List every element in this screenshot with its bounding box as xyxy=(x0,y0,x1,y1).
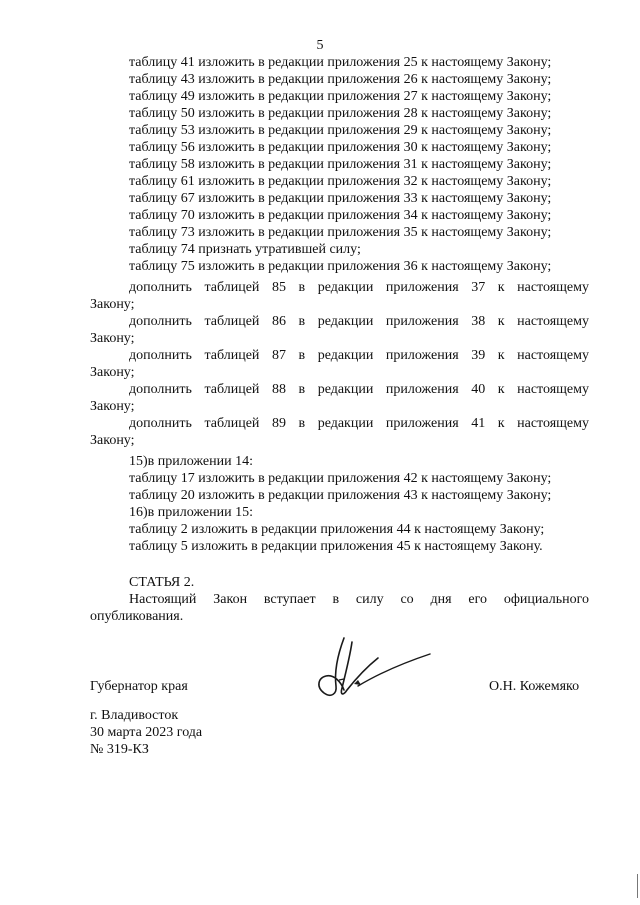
item-15-heading: 15)в приложении 14: xyxy=(129,454,253,469)
page-number: 5 xyxy=(316,38,324,53)
footer-city: г. Владивосток xyxy=(90,708,179,723)
supplement-line-end: Закону; xyxy=(90,297,135,312)
list-item: таблицу 20 изложить в редакции приложения 43 к настоящему Закону; xyxy=(129,488,552,503)
article-2-title: СТАТЬЯ 2. xyxy=(129,575,195,590)
list-item: таблицу 53 изложить в редакции приложения 29 к настоящему Закону; xyxy=(129,123,552,138)
supplement-line-end: Закону; xyxy=(90,365,135,380)
list-item: таблицу 49 изложить в редакции приложения 27 к настоящему Закону; xyxy=(129,89,552,104)
list-item: таблицу 58 изложить в редакции приложения 31 к настоящему Закону; xyxy=(129,157,552,172)
list-item: таблицу 75 изложить в редакции приложения 36 к настоящему Закону; xyxy=(129,259,552,274)
list-item: таблицу 56 изложить в редакции приложения 30 к настоящему Закону; xyxy=(129,140,552,155)
footer-date: 30 марта 2023 года xyxy=(90,725,203,740)
governor-title: Губернатор края xyxy=(90,679,188,694)
supplement-line-end: Закону; xyxy=(90,433,135,448)
list-item: таблицу 70 изложить в редакции приложения 34 к настоящему Закону; xyxy=(129,208,552,223)
article-2-text-end: опубликования. xyxy=(90,609,184,624)
scan-edge-mark xyxy=(637,874,638,898)
supplement-line: дополнить таблицей 86 в редакции приложения 38 к настоящему xyxy=(129,314,589,329)
supplement-line: дополнить таблицей 89 в редакции приложения 41 к настоящему xyxy=(129,416,589,431)
governor-name: О.Н. Кожемяко xyxy=(489,679,580,694)
list-item: таблицу 67 изложить в редакции приложения 33 к настоящему Закону; xyxy=(129,191,552,206)
supplement-line: дополнить таблицей 88 в редакции приложения 40 к настоящему xyxy=(129,382,589,397)
list-item: таблицу 61 изложить в редакции приложения 32 к настоящему Закону; xyxy=(129,174,552,189)
list-item: таблицу 5 изложить в редакции приложения 45 к настоящему Закону. xyxy=(129,539,543,554)
supplement-line: дополнить таблицей 87 в редакции приложения 39 к настоящему xyxy=(129,348,589,363)
supplement-line-end: Закону; xyxy=(90,331,135,346)
item-16-heading: 16)в приложении 15: xyxy=(129,505,253,520)
list-item: таблицу 2 изложить в редакции приложения 44 к настоящему Закону; xyxy=(129,522,545,537)
handwritten-signature xyxy=(300,632,440,702)
list-item: таблицу 17 изложить в редакции приложения 42 к настоящему Закону; xyxy=(129,471,552,486)
article-2-text: Настоящий Закон вступает в силу со дня его официального xyxy=(129,592,589,607)
list-item: таблицу 74 признать утратившей силу; xyxy=(129,242,361,257)
list-item: таблицу 73 изложить в редакции приложения 35 к настоящему Закону; xyxy=(129,225,552,240)
supplement-line: дополнить таблицей 85 в редакции приложения 37 к настоящему xyxy=(129,280,589,295)
list-item: таблицу 41 изложить в редакции приложения 25 к настоящему Закону; xyxy=(129,55,552,70)
list-item: таблицу 50 изложить в редакции приложения 28 к настоящему Закону; xyxy=(129,106,552,121)
list-item: таблицу 43 изложить в редакции приложения 26 к настоящему Закону; xyxy=(129,72,552,87)
footer-law-number: № 319-КЗ xyxy=(90,742,149,757)
supplement-line-end: Закону; xyxy=(90,399,135,414)
